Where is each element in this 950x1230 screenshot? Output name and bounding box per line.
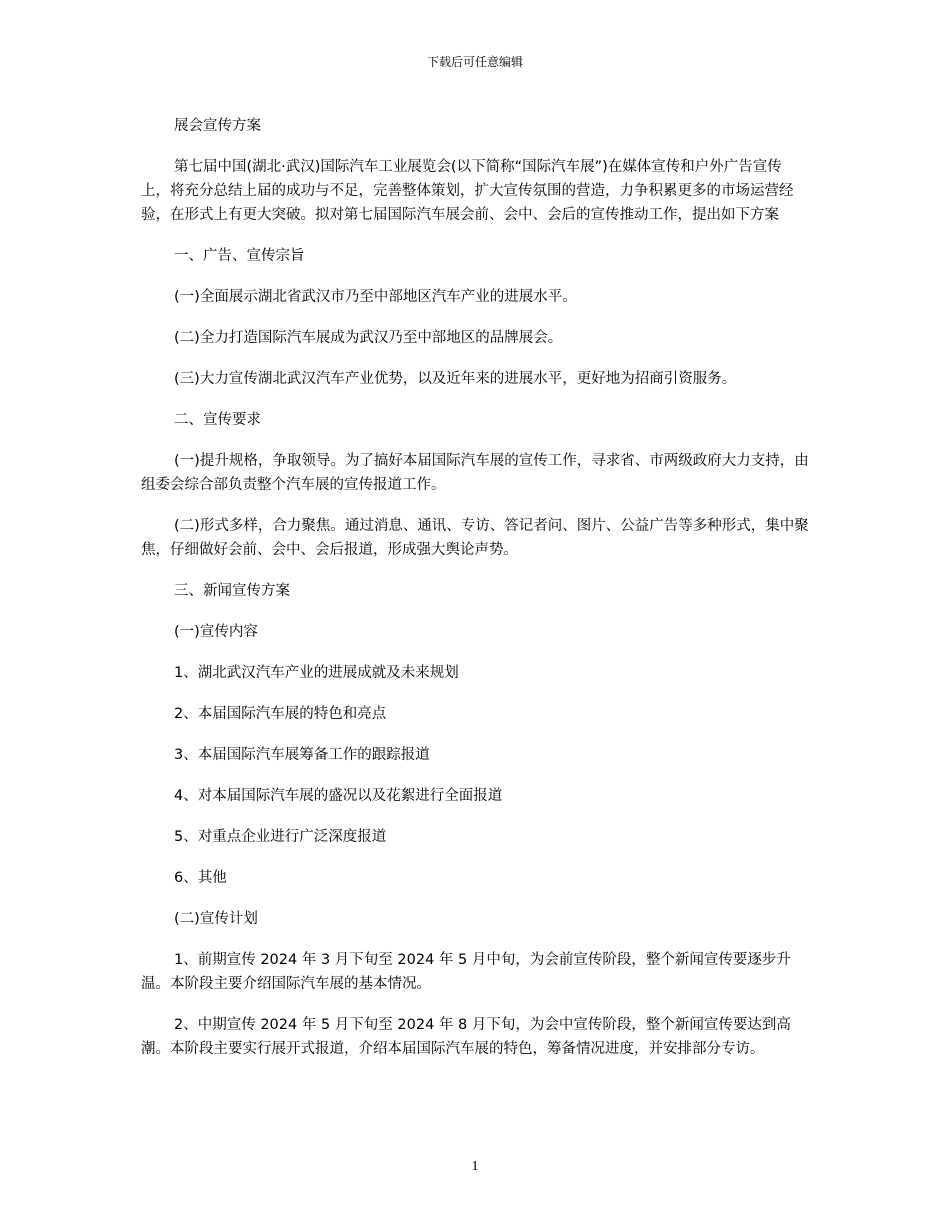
document-title: 展会宣传方案 [174,118,261,134]
paragraph: (一)提升规格，争取领导。为了搞好本届国际汽车展的宣传工作，寻求省、市两级政府大力支持，由组委会综合部负责整个汽车展的宣传报道工作。 [141,453,809,493]
list-item: 5、对重点企业进行广泛深度报道 [174,829,387,845]
subsection-heading: (一)宣传内容 [174,624,258,640]
paragraph: (二)形式多样，合力聚焦。通过消息、通讯、专访、答记者问、图片、公益广告等多种形式，集中聚焦，仔细做好会前、会中、会后报道，形成强大舆论声势。 [141,518,809,558]
document-body [141,114,810,1078]
subsection-heading: (二)宣传计划 [174,911,258,927]
page-header-note: 下载后可任意编辑 [426,55,523,69]
list-item: 6、其他 [174,870,227,886]
paragraph: 1、前期宣传 2024 年 3 月下旬至 2024 年 5 月中旬，为会前宣传阶段，整个新闻宣传要逐步升温。本阶段主要介绍国际汽车展的基本情况。 [141,952,791,992]
paragraph: (二)全力打造国际汽车展成为武汉乃至中部地区的品牌展会。 [174,330,563,346]
list-item: 2、本届国际汽车展的特色和亮点 [174,706,387,722]
list-item: 3、本届国际汽车展筹备工作的跟踪报道 [174,747,430,763]
section-heading-1: 一、广告、宣传宗旨 [174,248,305,264]
page-number: 1 [471,1159,479,1174]
paragraph: (一)全面展示湖北省武汉市乃至中部地区汽车产业的进展水平。 [174,289,577,305]
intro-paragraph: 第七届中国(湖北·武汉)国际汽车工业展览会(以下简称“国际汽车展”)在媒体宣传和户外广告宣传上，将充分总结上届的成功与不足，完善整体策划，扩大宣传氛围的营造，力争积累更多的市场运营经验，在形式上有更大突破。拟对第七届国际汽车展会前、会中、会后的宣传推动工作，提出如下方案 [141,159,794,223]
paragraph: 2、中期宣传 2024 年 5 月下旬至 2024 年 8 月下旬，为会中宣传阶段，整个新闻宣传要达到高潮。本阶段主要实行展开式报道，介绍本届国际汽车展的特色，筹备情况进度，并安排部分专访。 [141,1017,791,1057]
list-item: 4、对本届国际汽车展的盛况以及花絮进行全面报道 [174,788,503,804]
section-heading-2: 二、宣传要求 [174,412,261,428]
paragraph: (三)大力宣传湖北武汉汽车产业优势，以及近年来的进展水平，更好地为招商引资服务。 [174,371,737,387]
list-item: 1、湖北武汉汽车产业的进展成就及未来规划 [174,665,459,681]
section-heading-3: 三、新闻宣传方案 [174,583,290,599]
